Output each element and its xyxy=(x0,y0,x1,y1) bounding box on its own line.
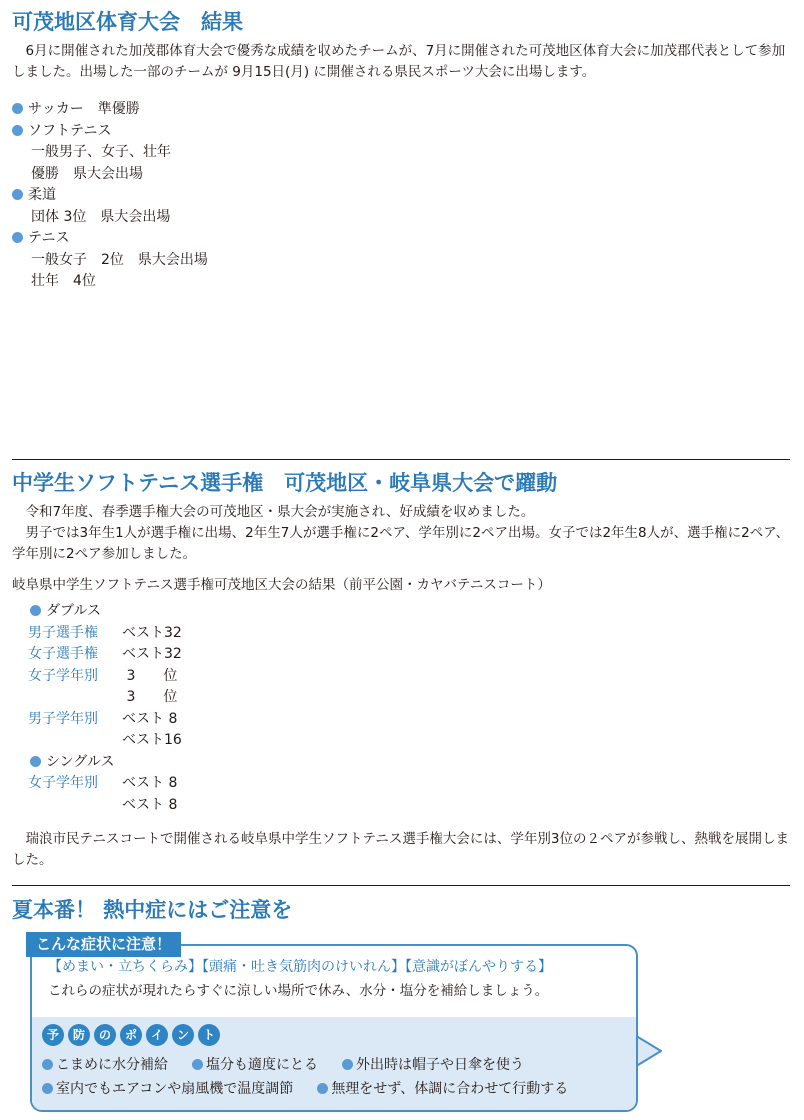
point-char-circle: イ xyxy=(146,1024,168,1046)
doubles-heading: ダブルス xyxy=(30,601,288,623)
prevention-tip xyxy=(342,1057,536,1073)
result-item-name: テニス xyxy=(28,230,70,246)
result-item xyxy=(12,121,412,143)
bullet-dot xyxy=(42,1083,53,1094)
result-row xyxy=(28,666,288,688)
result-row xyxy=(28,623,288,645)
section-divider xyxy=(12,885,790,886)
result-row xyxy=(28,773,288,795)
category-label: 女子学年別 xyxy=(28,667,98,684)
advice-text: これらの症状が現れたらすぐに涼しい場所で休み、水分・塩分を補給しましょう。 xyxy=(48,983,549,999)
category-label xyxy=(28,795,122,817)
point-char-circle: ポ xyxy=(120,1024,142,1046)
soft-tennis-outro: 瑞浪市民テニスコートで開催される岐阜県中学生ソフトテニス選手権大会には、学年別3位の２ペアが参戦し、熱戦を展開しました。 xyxy=(12,831,790,868)
section-title-soft-tennis: 中学生ソフトテニス選手権 可茂地区・岐阜県大会で躍動 xyxy=(12,471,558,495)
prevention-tip-text: 無理をせず、体調に合わせて行動する xyxy=(331,1081,569,1097)
result-row xyxy=(28,730,288,752)
placement-value: ベスト 8 xyxy=(122,775,178,791)
result-item xyxy=(12,228,412,250)
prevention-tip-text: 室内でもエアコンや扇風機で温度調節 xyxy=(56,1081,294,1097)
prevention-tip-text: こまめに水分補給 xyxy=(56,1057,168,1073)
placement-value: ベスト32 xyxy=(122,624,182,641)
placement-value: ベスト 8 xyxy=(122,710,178,727)
result-item xyxy=(12,185,412,207)
prevention-tip xyxy=(42,1057,180,1073)
bullet-dot xyxy=(342,1059,353,1070)
result-row xyxy=(28,687,288,709)
category-label: 女子学年別 xyxy=(28,775,98,791)
point-char-circle: ト xyxy=(198,1024,220,1046)
result-item-detail: 一般女子 2位 県大会出場 xyxy=(31,251,208,268)
symptom-warning-badge: こんな症状に注意！ xyxy=(26,932,181,957)
bullet-dot xyxy=(317,1083,328,1094)
tennis-results xyxy=(28,601,288,816)
result-item-detail: 団体 3位 県大会出場 xyxy=(31,208,171,225)
bullet-dot xyxy=(30,605,41,616)
result-item-detail: 優勝 県大会出場 xyxy=(31,165,143,182)
point-char-circle: ン xyxy=(172,1024,194,1046)
bullet-dot xyxy=(12,103,23,114)
placement-value: ベスト32 xyxy=(122,646,182,662)
bullet-dot xyxy=(192,1059,203,1070)
point-char-circle: 予 xyxy=(42,1024,64,1046)
result-item-name: 柔道 xyxy=(28,187,56,203)
result-row xyxy=(28,795,288,817)
sports-meet-intro: 6月に開催された加茂郡体育大会で優秀な成績を収めたチームが、7月に開催された可茂地区体育大会に加茂郡代表として参加しました。出場した一部のチームが 9月15日(月) に開催される県民スポーツ大会に出場します。 xyxy=(12,43,786,80)
placement-value: ベスト 8 xyxy=(122,796,178,813)
placement-value: ベスト16 xyxy=(122,732,182,748)
bullet-dot xyxy=(12,125,23,136)
placement-value: 3 位 xyxy=(122,667,178,684)
singles-heading: シングルス xyxy=(30,752,288,774)
category-label: 男子学年別 xyxy=(28,710,98,727)
section-title-heatstroke: 夏本番！ 熱中症にはご注意を xyxy=(12,898,293,922)
sports-results-list xyxy=(12,99,412,293)
tips-row-1 xyxy=(42,1054,548,1074)
bullet-dot xyxy=(30,756,41,767)
bullet-dot xyxy=(42,1059,53,1070)
prevention-tip xyxy=(317,1081,580,1097)
section-title-sports-meet: 可茂地区体育大会 結果 xyxy=(12,10,243,34)
result-item-detail: 一般男子、女子、壮年 xyxy=(31,144,171,160)
placement-value: 3 位 xyxy=(122,689,178,705)
result-item-detail: 壮年 4位 xyxy=(31,273,96,289)
category-label: 男子選手権 xyxy=(28,624,98,641)
result-item-name: サッカー 準優勝 xyxy=(28,101,140,117)
heatstroke-callout-box xyxy=(30,944,638,1112)
prevention-points-heading xyxy=(42,1024,220,1046)
category-label xyxy=(28,687,122,709)
prevention-tip-text: 塩分も適度にとる xyxy=(206,1057,318,1073)
point-char-circle: 防 xyxy=(68,1024,90,1046)
bullet-dot xyxy=(12,189,23,200)
result-row xyxy=(28,709,288,731)
result-row xyxy=(28,644,288,666)
category-label xyxy=(28,730,122,752)
results-caption: 岐阜県中学生ソフトテニス選手権可茂地区大会の結果（前平公園・カヤバテニスコート） xyxy=(12,577,551,593)
section-divider xyxy=(12,459,790,460)
tips-row-2 xyxy=(42,1078,592,1098)
point-char-circle: の xyxy=(94,1024,116,1046)
prevention-tip xyxy=(42,1081,305,1097)
bullet-dot xyxy=(12,232,23,243)
result-item-name: ソフトテニス xyxy=(28,122,112,139)
symptoms-text: 【めまい・立ちくらみ】【頭痛・吐き気筋肉のけいれん】【意識がぼんやりする】 xyxy=(48,959,552,975)
result-item xyxy=(12,99,412,121)
soft-tennis-intro: 令和7年度、春季選手権大会の可茂地区・県大会が実施され、好成績を収めました。 男子では3年生1人が選手権に出場、2年生7人が選手権に2ペア、学年別に2ペア出場。女子では2年生8人が、選手権に2ペア、学年別に2ペア参加しました。 xyxy=(12,504,790,562)
prevention-tip xyxy=(192,1057,330,1073)
prevention-tip-text: 外出時は帽子や日傘を使う xyxy=(356,1057,524,1073)
category-label: 女子選手権 xyxy=(28,646,98,662)
